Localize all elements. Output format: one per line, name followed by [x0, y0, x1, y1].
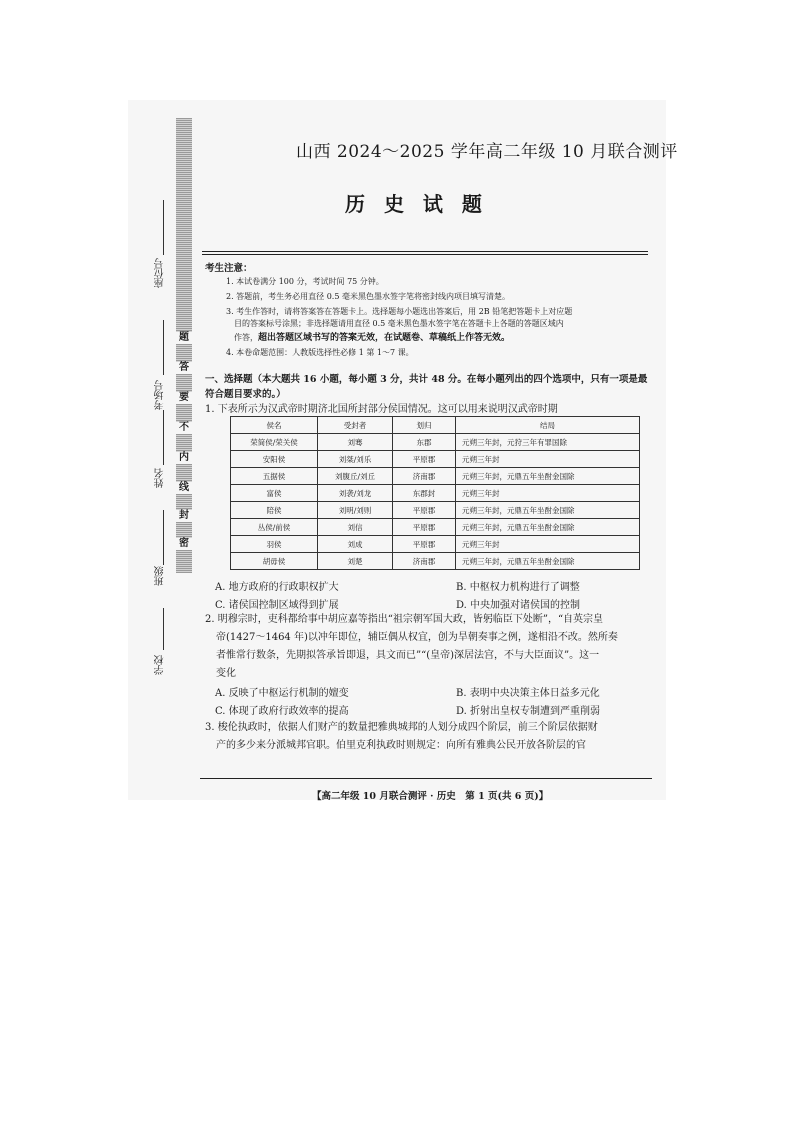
- name-label: 姓名: [155, 468, 166, 488]
- question-3-line: 3. 梭伦执政时，依据人们财产的数量把雅典城邦的人划分成四个阶层，前三个阶层依据财: [205, 722, 598, 733]
- q2-option-a: A. 反映了中枢运行机制的嬗变: [215, 688, 349, 699]
- table-cell: 元朔三年封，元鼎五年坐酎金国除: [456, 502, 640, 519]
- q1-option-c: C. 诸侯国控制区域得到扩展: [215, 600, 339, 611]
- strip-word: 题: [176, 332, 192, 344]
- table-row: [231, 485, 640, 502]
- q2-option-c: C. 体现了政府行政效率的提高: [215, 706, 349, 717]
- strip-word: 要: [176, 392, 192, 404]
- page-footer: 【高二年级 10 月联合测评 · 历史 第 1 页(共 6 页)】: [312, 791, 549, 802]
- table-cell: 东郡: [393, 434, 456, 451]
- school-label: 学校: [155, 655, 166, 675]
- notice-item: 目的答案标号涂黑；非选择题请用直径 0.5 毫米黑色墨水签字笔在答题卡上各题的答题区域内: [234, 319, 564, 328]
- table-cell: 平原郡: [393, 536, 456, 553]
- table-cell: 元朔三年封，元鼎五年坐酎金国除: [456, 468, 640, 485]
- table-cell: 富侯: [231, 485, 318, 502]
- q1-option-d: D. 中央加强对诸侯国的控制: [456, 600, 581, 611]
- class-line: [163, 510, 164, 565]
- notice-item: 1. 本试卷满分 100 分，考试时间 75 分钟。: [226, 277, 384, 286]
- table-cell: 平原郡: [393, 502, 456, 519]
- table-header: 结局: [456, 417, 640, 434]
- seat-number-line: [163, 200, 164, 255]
- notice-item: 2. 答题前，考生务必用直径 0.5 毫米黑色墨水签字笔将密封线内项目填写清楚。: [226, 292, 510, 301]
- table-row: [231, 553, 640, 570]
- table-cell: 五据侯: [231, 468, 318, 485]
- exam-room-line: [163, 320, 164, 375]
- table-cell: 刘成: [318, 536, 393, 553]
- strip-word: 答: [176, 362, 192, 374]
- notice-text: 作答，: [234, 333, 258, 342]
- exam-title: 山西 2024～2025 学年高二年级 10 月联合测评: [296, 142, 678, 162]
- school-line: [163, 608, 164, 650]
- strip-word: 线: [176, 482, 192, 494]
- table-cell: 刘桀/刘乐: [318, 451, 393, 468]
- table-cell: 东郡封: [393, 485, 456, 502]
- strip-word: 封: [176, 510, 192, 522]
- notice-item: 4. 本卷命题范围：人教版选择性必修 1 第 1～7 课。: [226, 348, 414, 357]
- table-cell: 丛侯/前侯: [231, 519, 318, 536]
- q1-option-a: A. 地方政府的行政职权扩大: [215, 582, 339, 593]
- table-cell: 元朔三年封: [456, 536, 640, 553]
- name-line: [163, 410, 164, 465]
- question-2-line: 帝(1427～1464 年)以冲年即位，辅臣偶从权宜，创为旱朝奏事之例，遂相沿不改。然所奏: [216, 632, 618, 643]
- table-cell: 元朔三年封: [456, 451, 640, 468]
- q1-option-b: B. 中枢权力机构进行了调整: [456, 582, 580, 593]
- question-2-line: 变化: [216, 668, 236, 679]
- subject-title: 历 史 试 题: [345, 192, 488, 216]
- table-cell: 济南郡: [393, 553, 456, 570]
- table-row: [231, 519, 640, 536]
- notice-item-continued: [234, 330, 510, 343]
- class-label: 班级: [155, 566, 166, 586]
- strip-word: 密: [176, 538, 192, 550]
- table-cell: 荣简侯/荣关侯: [231, 434, 318, 451]
- table-cell: 元朔三年封，元鼎五年坐酎金国除: [456, 553, 640, 570]
- strip-word: 内: [176, 452, 192, 464]
- notice-item: 3. 考生作答时，请将答案答在答题卡上。选择题每小题选出答案后，用 2B 铅笔把答题卡上对应题: [226, 307, 573, 316]
- table-cell: 平原郡: [393, 519, 456, 536]
- table-cell: 陪侯: [231, 502, 318, 519]
- table-cell: 济南郡: [393, 468, 456, 485]
- table-row: [231, 468, 640, 485]
- table-cell: 元朔三年封，元狩三年有罪国除: [456, 434, 640, 451]
- question-1-stem: 1. 下表所示为汉武帝时期济北国所封部分侯国情况。这可以用来说明汉武帝时期: [205, 404, 558, 415]
- q2-option-d: D. 折射出皇权专制遭到严重削弱: [456, 706, 601, 717]
- table-cell: 刘明/刘则: [318, 502, 393, 519]
- table-cell: 元朔三年封: [456, 485, 640, 502]
- table-cell: 刘楚: [318, 553, 393, 570]
- table-row: [231, 434, 640, 451]
- strip-word: 不: [176, 422, 192, 434]
- q2-option-b: B. 表明中央决策主体日益多元化: [456, 688, 600, 699]
- table-cell: 元朔三年封，元鼎五年坐酎金国除: [456, 519, 640, 536]
- divider: [202, 254, 648, 255]
- table-row: [231, 451, 640, 468]
- notice-emphasis: 超出答题区域书写的答案无效，在试题卷、草稿纸上作答无效。: [258, 333, 511, 343]
- table-header: 侯名: [231, 417, 318, 434]
- table-cell: 胡毋侯: [231, 553, 318, 570]
- table-cell: 刘腹丘/刘丘: [318, 468, 393, 485]
- table-cell: 羽侯: [231, 536, 318, 553]
- table-row: [231, 536, 640, 553]
- exam-room-label: 考场号: [155, 380, 166, 410]
- table-cell: 平原郡: [393, 451, 456, 468]
- question-3-line: 产的多少来分派城邦官职。伯里克利执政时则规定：向所有雅典公民开放各阶层的官: [216, 740, 586, 751]
- table-cell: 刘袭/刘龙: [318, 485, 393, 502]
- question-2-line: 2. 明穆宗时，吏科都给事中胡应嘉等指出“祖宗朝军国大政，皆躬临臣下处断”，“自英宗皇: [205, 614, 604, 625]
- question-2-line: 者惟常行数条，先期拟答承旨即退，具文而已”“(皇帝)深居法宫，不与大臣面议”。这一: [216, 650, 600, 661]
- notice-heading: 考生注意：: [205, 263, 253, 274]
- table-header-row: [231, 417, 640, 434]
- table-cell: 安阳侯: [231, 451, 318, 468]
- table-header: 划归: [393, 417, 456, 434]
- fiefdom-table: [230, 416, 640, 570]
- table-cell: 刘信: [318, 519, 393, 536]
- table-cell: 刘骞: [318, 434, 393, 451]
- table-header: 受封者: [318, 417, 393, 434]
- table-row: [231, 502, 640, 519]
- section-heading: 一、选择题（本大题共 16 小题，每小题 3 分，共计 48 分。在每小题列出的四个选项中，只有一项是最符合题目要求的。）: [205, 374, 648, 400]
- binding-strip: [176, 118, 192, 573]
- seat-number-label: 座位号: [155, 258, 166, 288]
- footer-rule: [200, 778, 652, 779]
- divider: [202, 251, 648, 252]
